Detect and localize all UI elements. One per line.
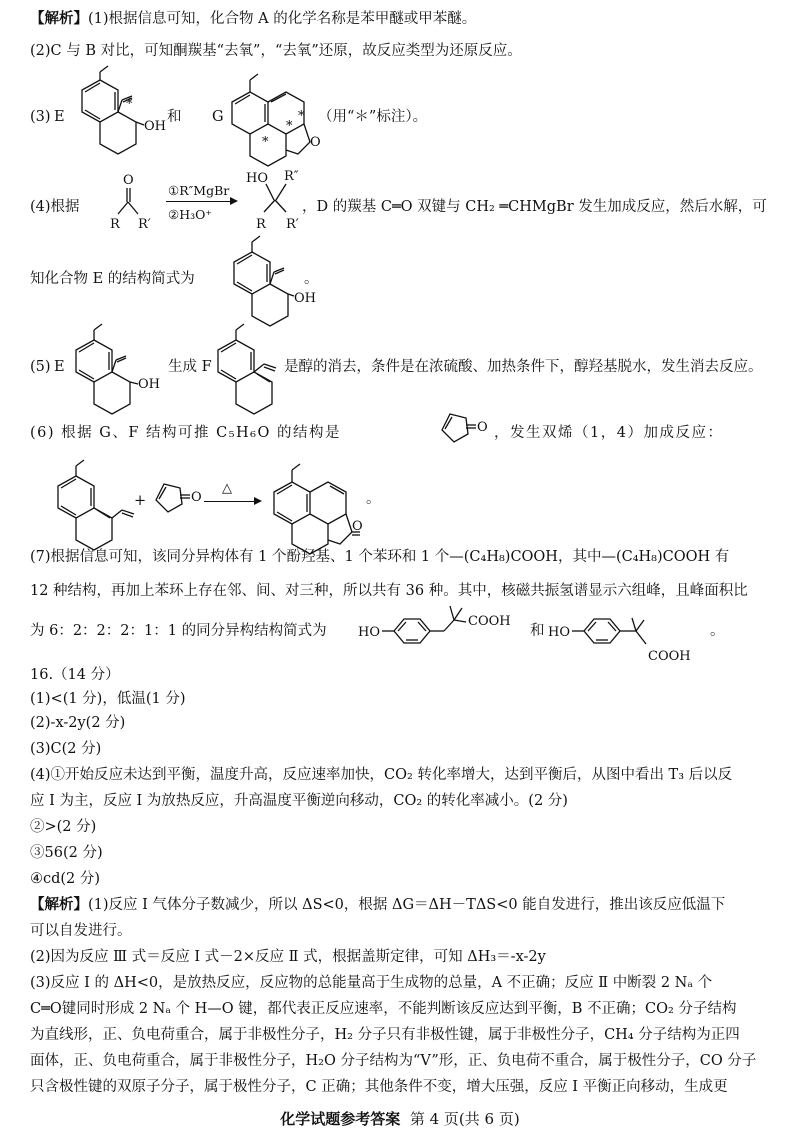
analysis-tag: 【解析】 <box>30 10 88 27</box>
r-prime-label: R′ <box>138 217 151 232</box>
cooh-label: COOH <box>648 649 691 664</box>
ho-label: HO <box>548 625 570 640</box>
ho-label: HO <box>358 625 380 640</box>
analysis-line-1 <box>30 8 476 30</box>
analysis-16-line-2: 可以自发进行。 <box>30 923 132 939</box>
period: 。 <box>304 271 319 287</box>
plus-sign: + <box>134 493 147 509</box>
item-7-line-2: 12 种结构，再加上苯环上存在邻、间、对三种，所以共有 36 种。其中，核磁共振氢谱显示六组峰，且峰面积比 <box>30 583 748 599</box>
star-text: * <box>262 135 269 150</box>
ketone-o <box>350 516 370 534</box>
item-7-line-1: (7)根据信息可知，该同分异构体有 1 个酚羟基、1 个苯环和 1 个—(C₄H₈)COOH，其中—(C₄H₈)COOH 有 <box>30 549 730 565</box>
structure-cyclopentenone-reagent <box>150 478 206 518</box>
cooh-label: COOH <box>468 614 511 629</box>
forms-f-text: 生成 F <box>168 359 212 375</box>
compound-e-label: E <box>54 109 65 125</box>
arrow-head <box>254 497 262 505</box>
question-16-header: 16.（14 分） <box>30 667 120 683</box>
analysis-text: (1)反应 Ⅰ 气体分子数减少，所以 ΔS<0，根据 ΔG＝ΔH－TΔS<0 能自发进行，推出该反应低温下 <box>88 897 726 913</box>
answer-16-3: (3)C(2 分) <box>30 741 102 757</box>
r-double-prime-label: R″ <box>284 169 299 184</box>
oh-label: OH <box>294 291 316 306</box>
reaction-arrow <box>166 201 236 202</box>
o-label: O <box>477 420 488 435</box>
structure-e-starred <box>64 70 174 155</box>
o-label: O <box>191 490 202 505</box>
star-text: * <box>126 97 133 112</box>
analysis-16-line-5: C═O键同时形成 2 Nₐ 个 H—O 键，都代表正反应速率，不能判断该反应达到平衡，B 不正确；CO₂ 分子结构 <box>30 1001 737 1017</box>
r-prime-label: R′ <box>286 217 299 232</box>
analysis-16-line-6: 为直线形，正、负电荷重合，属于非极性分子，H₂ 分子只有非极性键，属于非极性分子，CH₄ 分子结构为正四 <box>30 1027 740 1043</box>
page-footer <box>0 1108 800 1129</box>
analysis-16-line-3: (2)因为反应 Ⅲ 式＝反应 Ⅰ 式－2×反应 Ⅱ 式，根据盖斯定律，可知 ΔH₃＝-x-2y <box>30 949 546 965</box>
item-4-line-2: 知化合物 E 的结构简式为 <box>30 271 195 287</box>
star-text: * <box>298 109 305 124</box>
and-text: 和 <box>167 109 182 125</box>
answer-16-4-2: ②>(2 分) <box>30 819 97 835</box>
item-5-continuation: 是醇的消去，条件是在浓硫酸、加热条件下，醇羟基脱水，发生消去反应。 <box>284 359 763 375</box>
structure-ketone-generic <box>108 172 168 232</box>
item-3-number: (3) <box>30 109 51 125</box>
page-number: 第 4 页(共 6 页) <box>409 1110 520 1128</box>
item-6-continuation: ，发生双烯（1，4）加成反应： <box>494 425 724 441</box>
structure-g-starred <box>222 58 312 168</box>
oh-label: OH <box>144 119 166 134</box>
item-6-text: (6) 根据 G、F 结构可推 C₅H₆O 的结构是 <box>30 425 341 441</box>
compound-g-label: G <box>212 109 224 125</box>
item-5-number: (5) <box>30 359 51 375</box>
structure-isomer-2 <box>548 600 708 664</box>
r-label: R <box>256 217 266 232</box>
answer-16-4-line-2: 应 Ⅰ 为主，反应 Ⅰ 为放热反应，升高温度平衡逆向移动，CO₂ 的转化率减小。(2 分) <box>30 793 568 809</box>
answer-16-4-line-1: (4)①开始反应未达到平衡，温度升高，反应速率加快，CO₂ 转化率增大，达到平衡后，从图中看出 T₃ 后以反 <box>30 767 733 783</box>
answer-16-4-3: ③56(2 分) <box>30 845 103 861</box>
star-text: * <box>286 119 293 134</box>
o-label: O <box>123 173 134 188</box>
answer-16-4-4: ④cd(2 分) <box>30 871 101 887</box>
structure-f <box>206 322 296 412</box>
structure-alcohol-generic <box>244 168 304 232</box>
item-7-line-3: 为 6：2：2：2：1：1 的同分异构结构简式为 <box>30 623 327 639</box>
structure-e-reactant <box>58 322 168 412</box>
heat-symbol: △ <box>222 481 232 496</box>
star-note: （用“＊”标注）。 <box>318 109 428 125</box>
answer-16-2: (2)-x-2y(2 分) <box>30 715 126 731</box>
structure-cyclopentenone <box>436 408 492 448</box>
analysis-16-line-7: 面体，正、负电荷重合，属于非极性分子，H₂O 分子结构为“V”形，正、负电荷不重合，属于极性分子，CO 分子 <box>30 1053 757 1069</box>
analysis-16-line-1 <box>30 894 725 916</box>
period: 。 <box>710 623 725 639</box>
analysis-tag: 【解析】 <box>30 896 88 913</box>
reaction-arrow <box>204 501 260 502</box>
arrow-head <box>230 197 238 205</box>
r-label: R <box>110 217 120 232</box>
period: 。 <box>366 491 381 507</box>
footer-title: 化学试题参考答案 <box>280 1110 401 1128</box>
analysis-16-line-8: 只含极性键的双原子分子，属于极性分子，C 正确；其他条件不变，增大压强，反应 Ⅰ 平衡正向移动，生成更 <box>30 1079 728 1095</box>
and-text: 和 <box>530 623 545 639</box>
o-label: O <box>310 135 321 150</box>
reagent-1: ①R″MgBr <box>168 183 230 198</box>
answer-16-1: (1)<(1 分)，低温(1 分) <box>30 691 186 707</box>
oh-label: OH <box>138 377 160 392</box>
o-label: O <box>352 519 363 534</box>
structure-g-product <box>264 446 364 556</box>
analysis-line-2: (2)C 与 B 对比，可知酮羰基“去氧”，“去氧”还原，故反应类型为还原反应。 <box>30 43 522 59</box>
compound-e-label: E <box>54 359 65 375</box>
analysis-16-line-4: (3)反应 Ⅰ 的 ΔH<0，是放热反应，反应物的总能量高于生成物的总量，A 不正确；反应 Ⅱ 中断裂 2 Nₐ 个 <box>30 975 713 991</box>
ketone-o <box>310 133 330 151</box>
ho-label: HO <box>246 171 268 186</box>
answer-text: (1)根据信息可知，化合物 A 的化学名称是苯甲醚或甲苯醚。 <box>88 11 477 27</box>
structure-isomer-1 <box>358 600 528 644</box>
item-4-text: (4)根据 <box>30 199 80 215</box>
reagent-2: ②H₃O⁺ <box>168 207 212 222</box>
item-4-continuation: ，D 的羰基 C═O 双键与 CH₂ ═CHMgBr 发生加成反应，然后水解，可 <box>302 199 767 215</box>
